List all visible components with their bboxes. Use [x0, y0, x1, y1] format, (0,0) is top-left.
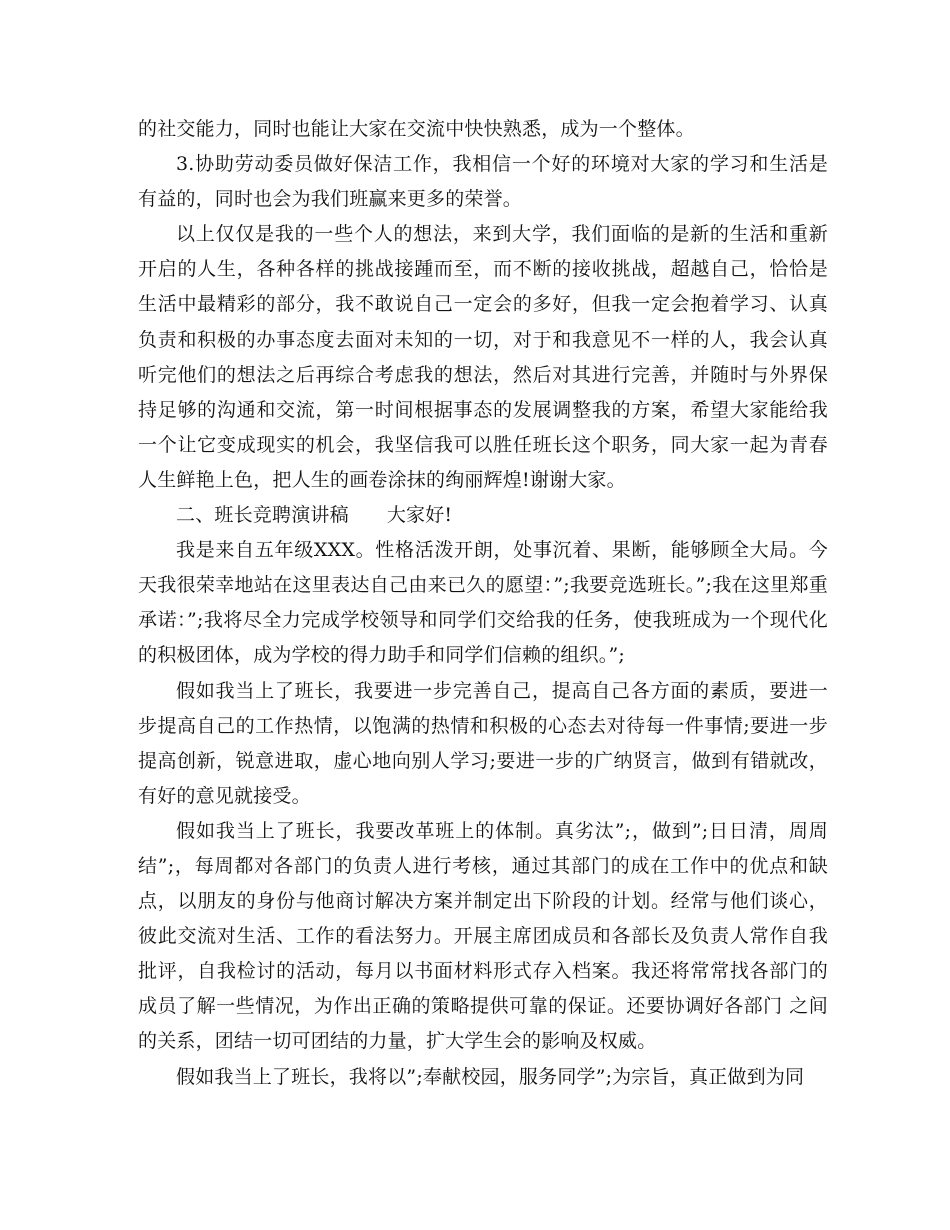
paragraph-service: 假如我当上了班长，我将以”;奉献校园，服务同学”;为宗旨，真正做到为同 — [176, 1065, 805, 1088]
paragraph-summary: 以上仅仅是我的一些个人的想法，来到大学，我们面临的是新的生活和重新开启的人生，各种各样的挑战接踵而至，而不断的接收挑战，超越自己，恰恰是生活中最精彩的部分，我不敢说自己一定会的多好，但我一定会抱着学习、认真负责和积极的办事态度去面对未知的一切，对于和我意见不一样的人，我会认真听完他们的想法之后再综合考虑我的想法，然后对其进行完善，并随时与外界保持足够的沟通和交流，第一时间根据事态的发展调整我的方案，希望大家能给我一个让它变成现实的机会，我坚信我可以胜任班长这个职务，同大家一起为青春人生鲜艳上色，把人生的画卷涂抹的绚丽辉煌!谢谢大家。 — [138, 223, 828, 491]
paragraph-introduction: 我是来自五年级XXX。性格活泼开朗，处事沉着、果断，能够顾全大局。今天我很荣幸地站在这里表达自己由来已久的愿望：”;我要竞选班长。”;我在这里郑重承诺：”;我将尽全力完成学校领导和同学们交给我的任务，使我班成为一个现代化的积极团体，成为学校的得力助手和同学们信赖的组织。”; — [138, 539, 828, 667]
section-greeting: 大家好! — [386, 504, 453, 527]
section-title: 二、班长竞聘演讲稿 — [176, 504, 349, 527]
section-heading — [138, 498, 828, 533]
paragraph-reform: 假如我当上了班长，我要改革班上的体制。真劣汰”;，做到”;日日清，周周结”;，每周都对各部门的负责人进行考核，通过其部门的成在工作中的优点和缺点，以朋友的身份与他商讨解决方案并制定出下阶段的计划。经常与他们谈心，彼此交流对生活、工作的看法努力。开展主席团成员和各部长及负责人常作自我批评，自我检讨的活动，每月以书面材料形式存入档案。我还将常常找各部门的成员了解一些情况，为作出正确的策略提供可靠的保证。还要协调好各部门 之间的关系，团结一切可团结的力量，扩大学生会的影响及权威。 — [138, 819, 828, 1053]
paragraph-item-3: 3.协助劳动委员做好保洁工作，我相信一个好的环境对大家的学习和生活是有益的，同时也会为我们班赢来更多的荣誉。 — [138, 153, 828, 211]
document-body — [138, 112, 828, 1095]
paragraph-continuation: 的社交能力，同时也能让大家在交流中快快熟悉，成为一个整体。 — [138, 118, 695, 140]
paragraph-self-improvement: 假如我当上了班长，我要进一步完善自己，提高自己各方面的素质，要进一步提高自己的工作热情，以饱满的热情和积极的心态去对待每一件事情;要进一步提高创新，锐意进取，虚心地向别人学习;要进一步的广纳贤言，做到有错就改，有好的意见就接受。 — [138, 679, 828, 807]
